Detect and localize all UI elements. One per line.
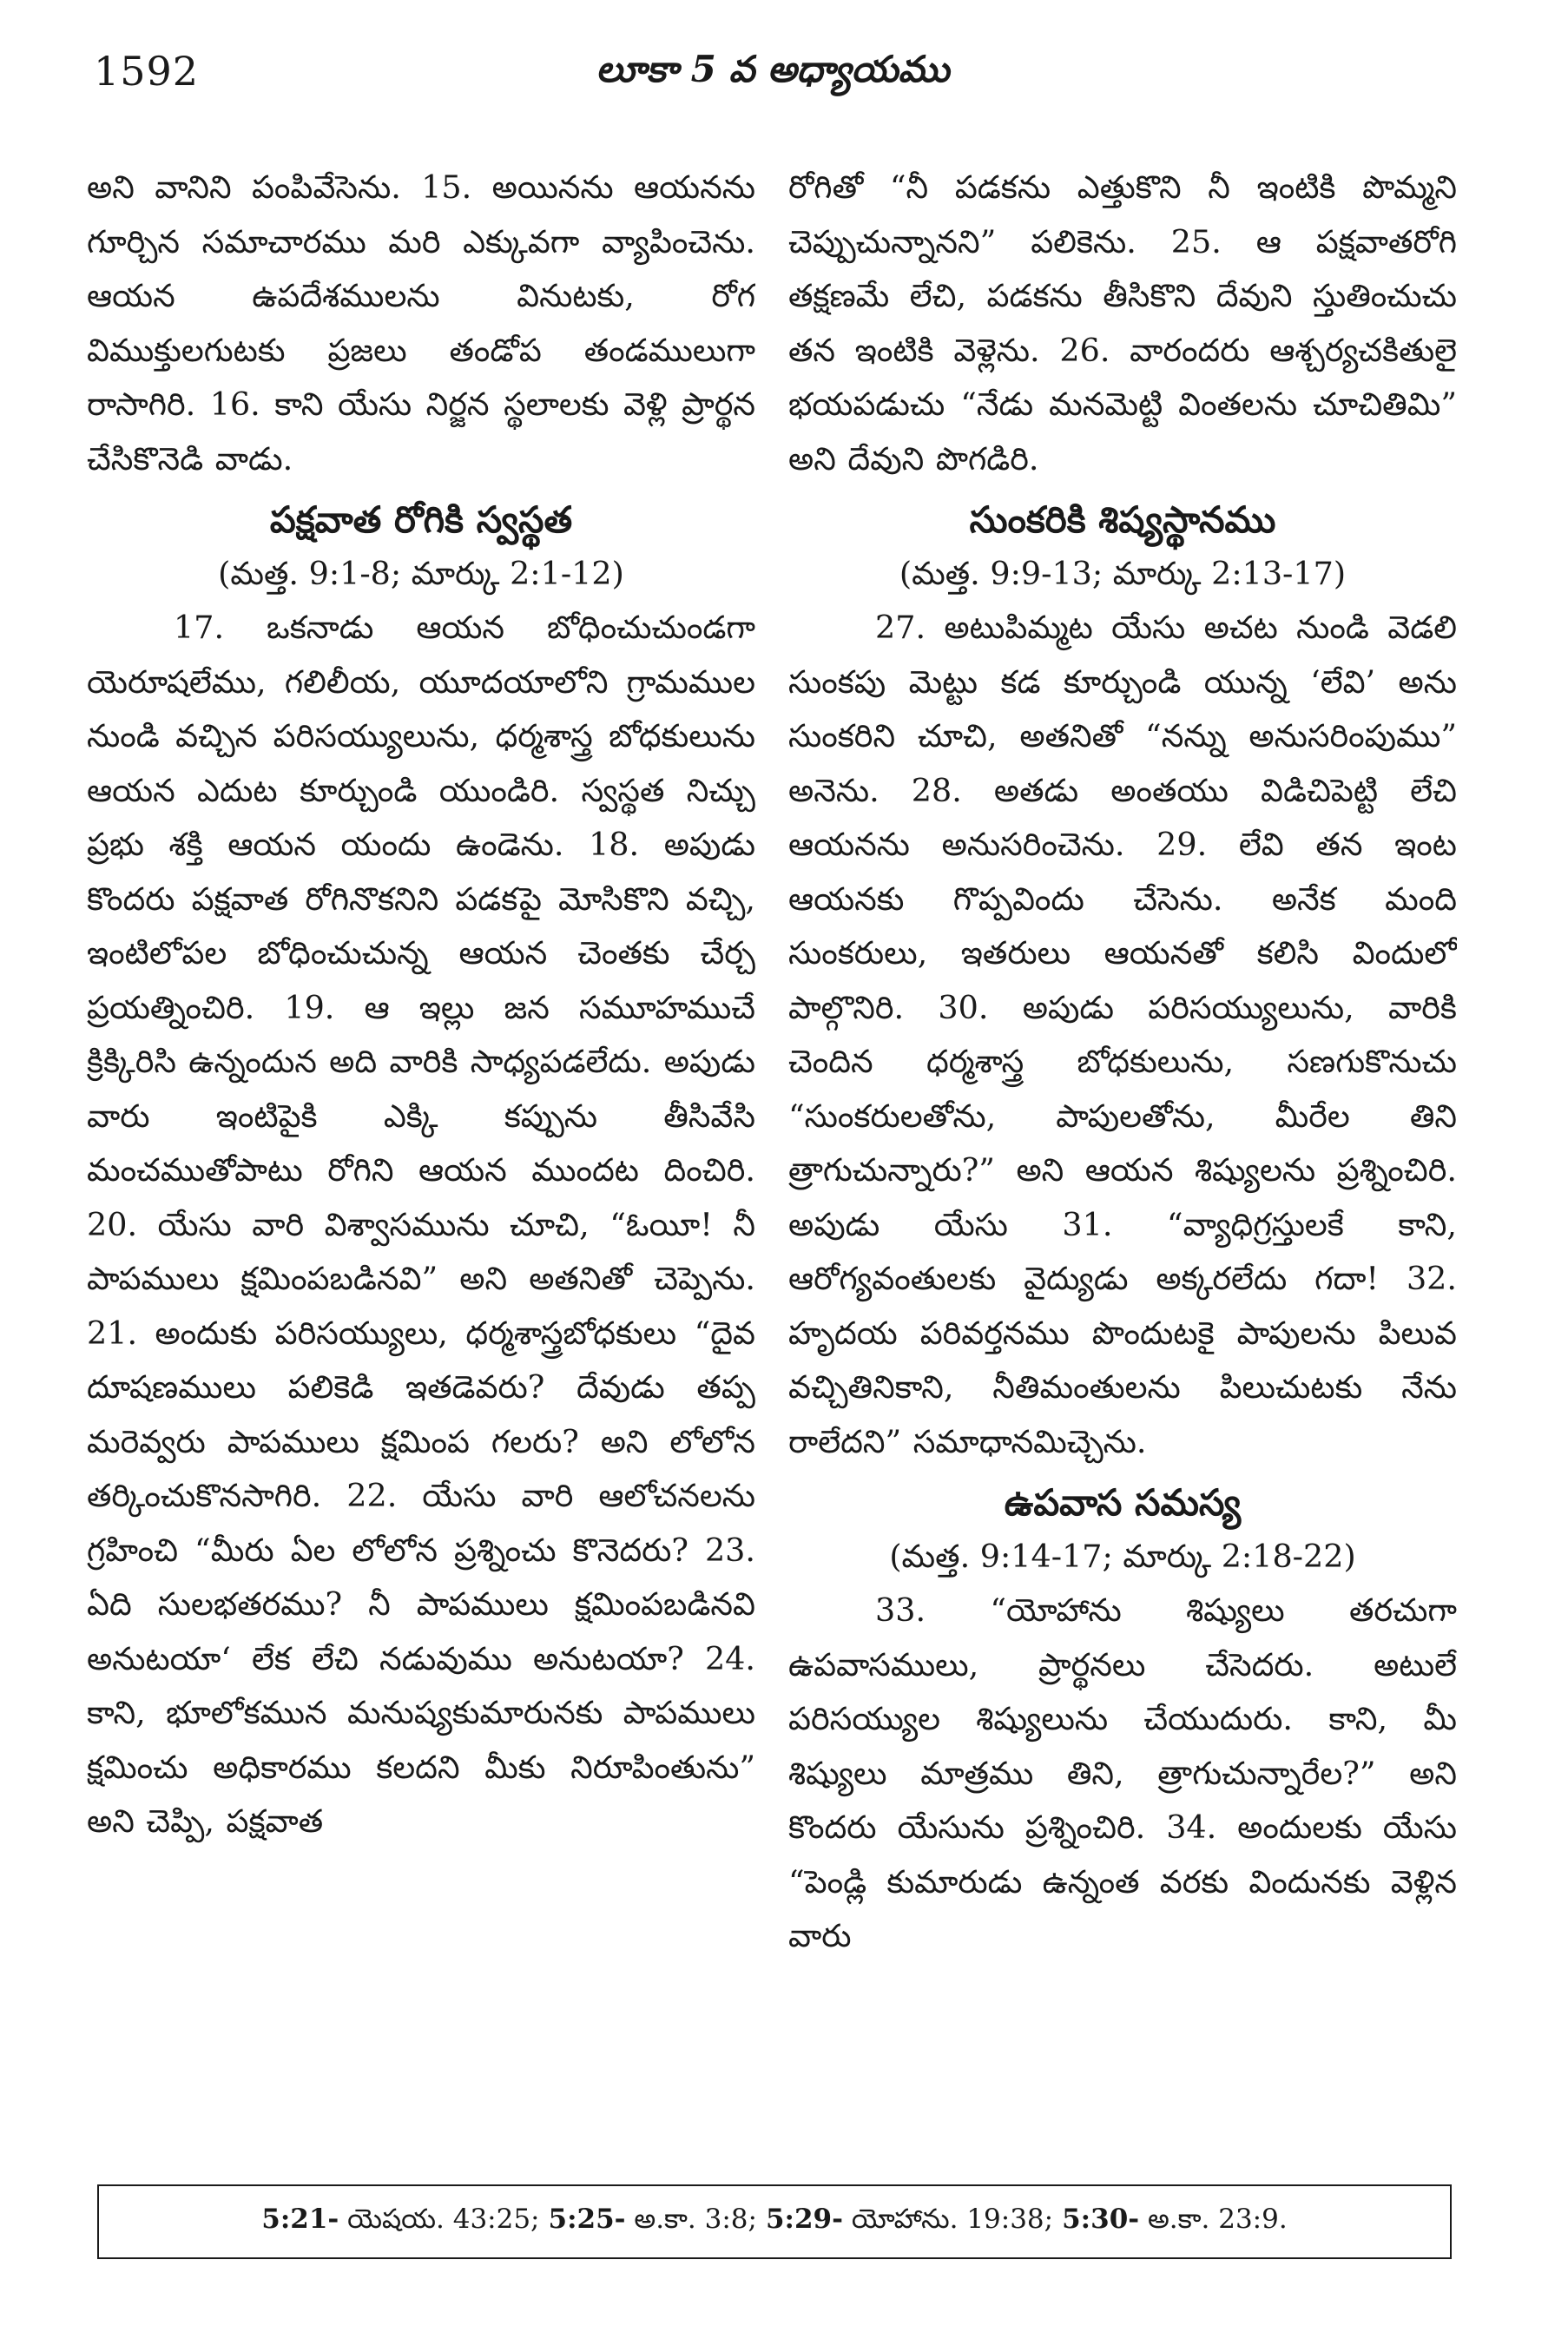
- page-header: [87, 48, 1459, 109]
- footnote: [549, 2204, 757, 2241]
- footnote-ref: 5:30-: [1062, 2203, 1140, 2235]
- footnote-ref: 5:25-: [548, 2203, 626, 2235]
- section-ref-levi: (మత్త. 9:9-13; మార్కు 2:13-17): [899, 555, 1347, 592]
- footnote: [766, 2204, 1053, 2241]
- left-paragraph-2: 17. ఒకనాడు ఆయన బోధించుచుండగా యెరూషలేము, గలిలీయ, యూదయాలోని గ్రామముల నుండి వచ్చిన పరిసయ్యులును, ధర్మశాస్త్ర బోధకులును ఆయన ఎదుట కూర్చుండి యుండిరి. స్వస్థత నిచ్చు ప్రభు శక్తి ఆయన యందు ఉండెను. 18. అపుడు కొందరు పక్షవాత రోగినొకనిని పడకపై మోసికొని వచ్చి, ఇంటిలోపల బోధించుచున్న ఆయన చెంతకు చేర్చ ప్రయత్నించిరి. 19. ఆ ఇల్లు జన సమూహముచే క్రిక్కిరిసి ఉన్నందున అది వారికి సాధ్యపడలేదు. అపుడు వారు ఇంటిపైకి ఎక్కి కప్పును తీసివేసి మంచముతోపాటు రోగిని ఆయన ముందట దించిరి. 20. యేసు వారి విశ్వాసమును చూచి, “ఓయీ! నీ పాపములు క్షమింపబడినవి” అని అతనితో చెప్పెను. 21. అందుకు పరిసయ్యులు, ధర్మశాస్త్రబోధకులు “దైవ దూషణములు పలికెడి ఇతడెవరు? దేవుడు తప్ప మరెవ్వరు పాపములు క్షమింప గలరు? అని లోలోన తర్కించుకొనసాగిరి. 22. యేసు వారి ఆలోచనలను గ్రహించి “మీరు ఏల లోలోన ప్రశ్నించు కొనెదరు? 23. ఏది సులభతరము? నీ పాపములు క్షమింపబడినవి అనుటయా‘ లేక లేచి నడువుము అనుటయా? 24. కాని, భూలోకమున మనుష్యకుమారునకు పాపములు క్షమించు అధికారము కలదని మీకు నిరూపింతును” అని చెప్పి, పక్షవాత: [87, 609, 755, 1840]
- section-heading-fasting: ఉపవాస సమస్య: [1004, 1481, 1242, 1524]
- section-heading-levi: సుంకరికి శిష్యస్థానము: [969, 498, 1276, 541]
- footnote: [1062, 2204, 1288, 2241]
- running-title: లూకా 5 వ అధ్యాయము: [596, 48, 950, 90]
- right-column: [788, 161, 1457, 2158]
- footnote-text: యోహాను. 19:38;: [851, 2203, 1054, 2235]
- right-paragraph-1: రోగితో “నీ పడకను ఎత్తుకొని నీ ఇంటికి పొమ్మని చెప్పుచున్నానని” పలికెను. 25. ఆ పక్షవాతరోగి తక్షణమే లేచి, పడకను తీసికొని దేవుని స్తుతించుచు తన ఇంటికి వెళ్లెను. 26. వారందరు ఆశ్చర్యచకితులై భయపడుచు “నేడు మనమెట్టి వింతలను చూచితిమి” అని దేవుని పొగడిరి.: [788, 168, 1457, 478]
- footnote-ref: 5:21-: [261, 2203, 339, 2235]
- footnote-text: యెషయ. 43:25;: [347, 2203, 540, 2235]
- right-paragraph-3: 33. “యోహాను శిష్యులు తరచుగా ఉపవాసములు, ప్రార్థనలు చేసెదరు. అటులే పరిసయ్యుల శిష్యులును చేయుదురు. కాని, మీ శిష్యులు మాత్రము తిని, త్రాగుచున్నారేల?” అని కొందరు యేసును ప్రశ్నించిరి. 34. అందులకు యేసు “పెండ్లి కుమారుడు ఉన్నంత వరకు విందునకు వెళ్లిన వారు: [788, 1591, 1457, 1954]
- section-ref-fasting: (మత్త. 9:14-17; మార్కు 2:18-22): [889, 1538, 1356, 1575]
- footnote-text: అ.కా. 3:8;: [634, 2203, 757, 2235]
- footnote-ref: 5:29-: [765, 2203, 843, 2235]
- left-paragraph-1: అని వానిని పంపివేసెను. 15. అయినను ఆయనను గూర్చిన సమాచారము మరి ఎక్కువగా వ్యాపించెను. ఆయన ఉపదేశములను వినుటకు, రోగ విముక్తులగుటకు ప్రజలు తండోప తండములుగా రాసాగిరి. 16. కాని యేసు నిర్జన స్థలాలకు వెళ్లి ప్రార్థన చేసికొనెడి వాడు.: [87, 168, 755, 478]
- right-paragraph-2: 27. అటుపిమ్మట యేసు అచట నుండి వెడలి సుంకపు మెట్టు కడ కూర్చుండి యున్న ‘లేవి’ అను సుంకరిని చూచి, అతనితో “నన్ను అనుసరింపుము” అనెను. 28. అతడు అంతయు విడిచిపెట్టి లేచి ఆయనను అనుసరించెను. 29. లేవి తన ఇంట ఆయనకు గొప్పవిందు చేసెను. అనేక మంది సుంకరులు, ఇతరులు ఆయనతో కలిసి విందులో పాల్గొనిరి. 30. అపుడు పరిసయ్యులును, వారికి చెందిన ధర్మశాస్త్ర బోధకులును, సణగుకొనుచు “సుంకరులతోను, పాపులతోను, మీరేల తిని త్రాగుచున్నారు?” అని ఆయన శిష్యులను ప్రశ్నించిరి. అపుడు యేసు 31. “వ్యాధిగ్రస్తులకే కాని, ఆరోగ్యవంతులకు వైద్యుడు అక్కరలేదు గదా! 32. హృదయ పరివర్తనము పొందుటకై పాపులను పిలువ వచ్చితినికాని, నీతిమంతులను పిలుచుటకు నేను రాలేదని” సమాధానమిచ్చెను.: [788, 609, 1457, 1460]
- footnote-box: [97, 2184, 1452, 2259]
- footnote-text: అ.కా. 23:9.: [1148, 2203, 1288, 2235]
- left-column: [87, 161, 755, 2158]
- footnote: [261, 2204, 539, 2241]
- page-number: 1592: [94, 48, 200, 95]
- section-heading-paralytic: పక్షవాత రోగికి స్వస్థత: [269, 498, 573, 541]
- section-ref-paralytic: (మత్త. 9:1-8; మార్కు 2:1-12): [218, 555, 624, 592]
